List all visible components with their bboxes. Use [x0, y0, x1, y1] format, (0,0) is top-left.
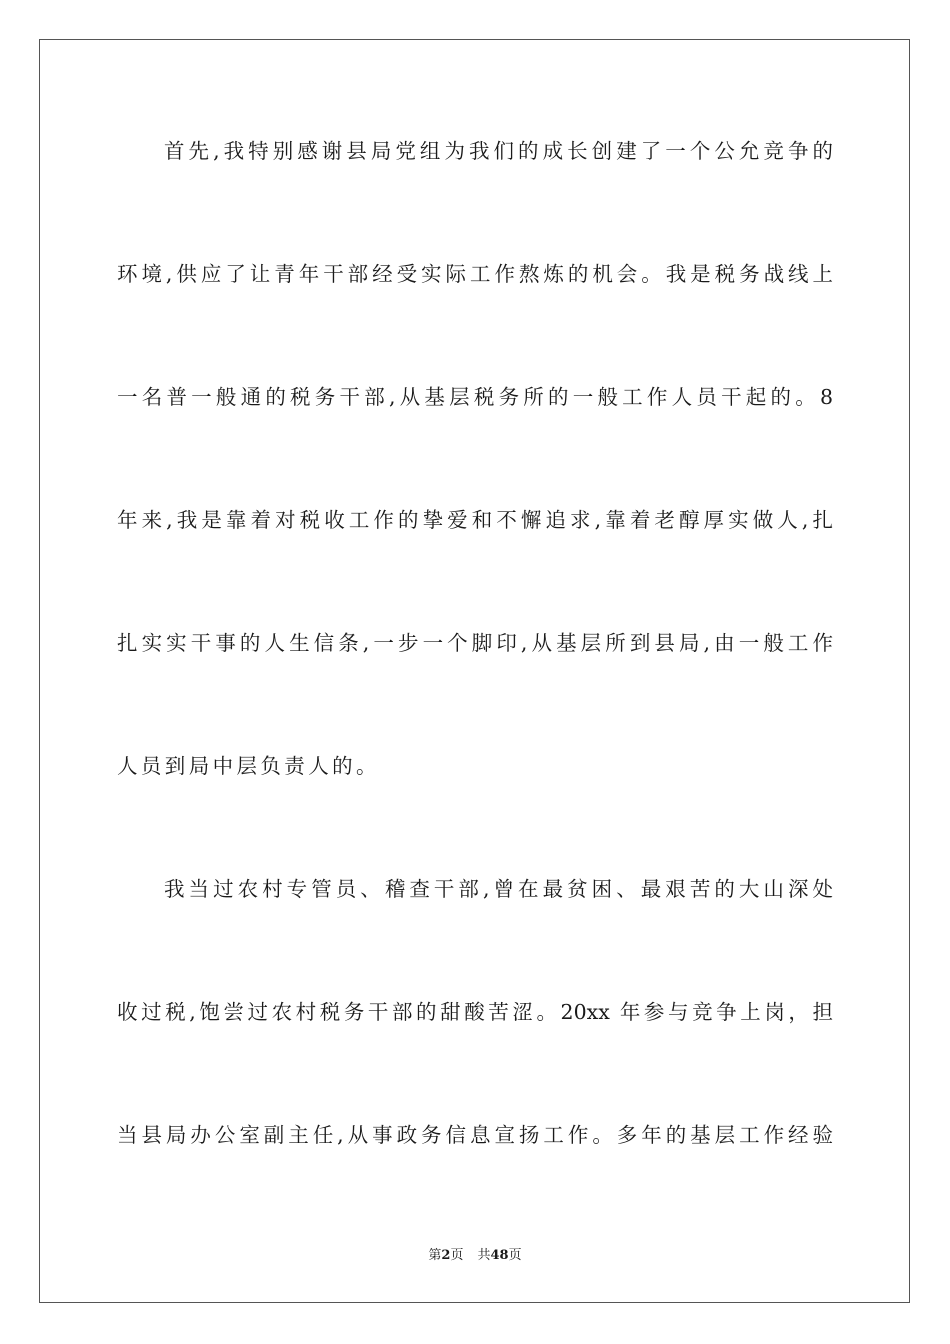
paragraph-line: 当县局办公室副主任,从事政务信息宣扬工作。多年的基层工作经验: [117, 1123, 833, 1147]
paragraph-line: 首先,我特别感谢县局党组为我们的成长创建了一个公允竞争的: [164, 139, 833, 163]
total-prefix: 共: [477, 1248, 491, 1263]
page-border: [39, 39, 910, 1303]
paragraph-line: 收过税,饱尝过农村税务干部的甜酸苦涩。20xx 年参与竞争上岗，担: [117, 1000, 833, 1024]
paragraph-line: 我当过农村专管员、稽查干部,曾在最贫困、最艰苦的大山深处: [164, 877, 833, 901]
paragraph-line: 一名普一般通的税务干部,从基层税务所的一般工作人员干起的。8: [117, 385, 833, 409]
page-suffix: 页: [450, 1248, 464, 1263]
page-prefix: 第: [428, 1248, 442, 1263]
page-current: 2: [441, 1248, 451, 1263]
paragraph-line: 人员到局中层负责人的。: [117, 754, 380, 778]
paragraph-line: 环境,供应了让青年干部经受实际工作熬炼的机会。我是税务战线上: [117, 262, 833, 286]
paragraph-line: 年来,我是靠着对税收工作的挚爱和不懈追求,靠着老醇厚实做人,扎: [117, 508, 833, 532]
total-suffix: 页: [508, 1248, 522, 1263]
page-footer: [0, 1247, 950, 1265]
page-total: 48: [490, 1248, 509, 1263]
paragraph-line: 扎实实干事的人生信条,一步一个脚印,从基层所到县局,由一般工作: [117, 631, 833, 655]
